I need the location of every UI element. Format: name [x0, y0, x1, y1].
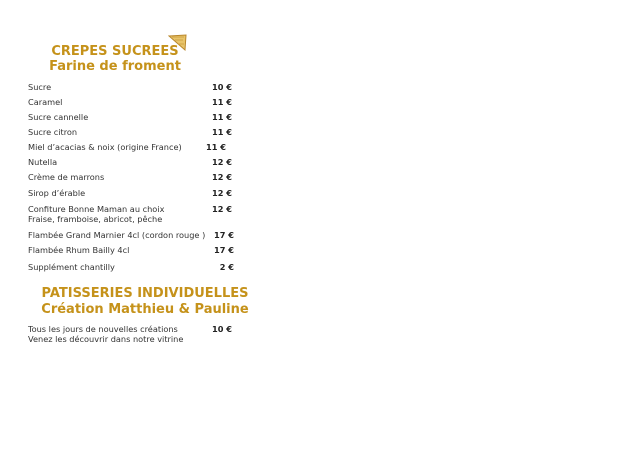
- menu-item-name: Supplément chantilly: [28, 262, 115, 272]
- menu-item-price: 11 €: [212, 112, 232, 122]
- menu-item-price: 17 €: [214, 230, 234, 240]
- patisserie-line-1: Tous les jours de nouvelles créations: [28, 324, 178, 334]
- menu-item-price: 2 €: [219, 262, 234, 272]
- section-title-crepes: CREPES SUCREES: [51, 44, 179, 59]
- patisserie-price: 10 €: [212, 324, 232, 334]
- menu-item-price: 11 €: [206, 142, 226, 152]
- menu-item-name: Crème de marrons: [28, 172, 105, 182]
- menu-item-name: Sirop d’érable: [28, 188, 86, 198]
- menu-item-name: Sucre citron: [28, 127, 78, 137]
- menu-item-price: 17 €: [214, 245, 234, 255]
- section-subtitle-patisseries: Création Matthieu & Pauline: [41, 302, 249, 317]
- menu-item-price: 12 €: [212, 172, 232, 182]
- menu-item-price: 12 €: [212, 204, 232, 214]
- menu-item-price: 10 €: [212, 82, 232, 92]
- menu-item-name: Miel d’acacias & noix (origine France): [28, 142, 182, 152]
- menu-item-name: Confiture Bonne Maman au choix: [28, 204, 165, 214]
- patisserie-line-2: Venez les découvrir dans notre vitrine: [28, 334, 184, 344]
- menu-item-name: Flambée Rhum Bailly 4cl: [28, 245, 130, 255]
- menu-item-price: 11 €: [212, 97, 232, 107]
- menu-item-price: 12 €: [212, 188, 232, 198]
- menu-item-name: Nutella: [28, 157, 58, 167]
- menu-item-name: Sucre cannelle: [28, 112, 89, 122]
- menu-item-detail: Fraise, framboise, abricot, pêche: [28, 214, 163, 224]
- section-subtitle-crepes: Farine de froment: [49, 59, 181, 74]
- menu-item-price: 11 €: [212, 127, 232, 137]
- menu-item-price: 12 €: [212, 157, 232, 167]
- menu-item-name: Sucre: [28, 82, 52, 92]
- menu-item-name: Caramel: [28, 97, 63, 107]
- menu-item-name: Flambée Grand Marnier 4cl (cordon rouge ): [28, 230, 206, 240]
- section-title-patisseries: PATISSERIES INDIVIDUELLES: [41, 286, 249, 301]
